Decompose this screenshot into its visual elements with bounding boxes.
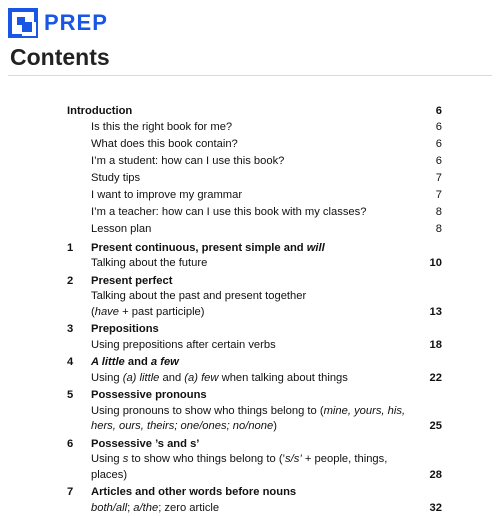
toc-page-number: 7 — [436, 171, 442, 187]
toc-page-number: 10 — [430, 256, 442, 272]
toc-subentry[interactable] — [67, 120, 442, 137]
desc-italic: (a) little — [123, 372, 160, 384]
toc-entry-label: Study tips — [91, 172, 140, 184]
toc-page-number: 13 — [430, 305, 442, 321]
desc-text: + past participle) — [119, 306, 205, 318]
desc-text: Using — [91, 453, 123, 465]
toc-entry-label: I want to improve my grammar — [91, 189, 242, 201]
toc-page-number: 6 — [436, 137, 442, 153]
desc-italic: a/the — [133, 502, 158, 514]
prep-logo-icon — [8, 8, 38, 38]
desc-text: and — [159, 372, 184, 384]
chapter-title: Present perfect — [91, 274, 408, 290]
toc-page-number: 22 — [430, 371, 442, 387]
toc-introduction[interactable] — [67, 104, 442, 120]
brand-header — [8, 8, 108, 38]
chapter-title: Possessive pronouns — [91, 388, 408, 404]
brand-name: PREP — [44, 10, 108, 36]
chapter-title: Articles and other words before nouns — [91, 485, 408, 501]
chapter-title-italic: a few — [151, 356, 179, 368]
toc-chapter-3[interactable] — [67, 322, 442, 353]
chapter-title — [91, 241, 408, 257]
desc-text: ; — [127, 502, 133, 514]
toc-page-number: 32 — [430, 501, 442, 516]
chapter-number: 4 — [67, 355, 87, 371]
chapter-description: Talking about the future — [91, 256, 408, 272]
desc-text: Using — [91, 372, 123, 384]
toc-subentry[interactable] — [67, 222, 442, 239]
toc-entry-label: Is this the right book for me? — [91, 121, 232, 133]
desc-italic: mine, yours, his, hers, ours, theirs; one/ones; no/none — [91, 405, 405, 433]
toc-page-number: 6 — [436, 104, 442, 120]
toc-entry-title: Introduction — [67, 105, 132, 117]
toc-subentry[interactable] — [67, 171, 442, 188]
chapter-title-text: Present continuous, present simple and — [91, 242, 307, 254]
chapter-number: 6 — [67, 437, 87, 453]
chapter-number: 7 — [67, 485, 87, 501]
toc-entry-label: Lesson plan — [91, 223, 151, 235]
toc-page-number: 6 — [436, 154, 442, 170]
chapter-description: Talking about the past and present together — [91, 289, 408, 305]
desc-italic: have — [95, 306, 119, 318]
desc-text: Using pronouns to show who things belong to ( — [91, 405, 324, 417]
chapter-description — [91, 404, 408, 435]
chapter-number: 1 — [67, 241, 87, 257]
toc-subentry[interactable] — [67, 188, 442, 205]
toc-chapter-4[interactable] — [67, 355, 442, 386]
desc-italic: s — [123, 453, 129, 465]
chapter-title — [91, 355, 408, 371]
desc-text: to show who things belong to (’ — [128, 453, 285, 465]
toc-entry-label: I’m a teacher: how can I use this book with my classes? — [91, 206, 366, 218]
toc-page-number: 8 — [436, 205, 442, 221]
desc-italic: (a) few — [184, 372, 218, 384]
chapter-number: 2 — [67, 274, 87, 290]
desc-italic: s/s’ — [285, 453, 302, 465]
toc-subentry[interactable] — [67, 205, 442, 222]
desc-text: ( — [91, 306, 95, 318]
toc-page-number: 25 — [430, 419, 442, 435]
toc-page-number: 7 — [436, 188, 442, 204]
chapter-description — [91, 371, 408, 387]
page-title: Contents — [10, 44, 110, 71]
toc-chapter-7[interactable] — [67, 485, 442, 516]
chapter-title-text: and — [125, 356, 151, 368]
toc-chapter-5[interactable] — [67, 388, 442, 435]
toc-subentry[interactable] — [67, 154, 442, 171]
title-divider — [8, 75, 492, 76]
chapter-number: 5 — [67, 388, 87, 404]
chapter-title-italic: will — [307, 242, 325, 254]
toc-chapter-1[interactable] — [67, 241, 442, 272]
toc-chapter-6[interactable] — [67, 437, 442, 484]
toc-page-number: 8 — [436, 222, 442, 238]
chapter-description-2 — [91, 305, 408, 321]
chapter-description — [91, 501, 408, 516]
table-of-contents — [67, 104, 442, 516]
desc-text: + people, things, places) — [91, 453, 387, 481]
desc-italic: both/all — [91, 502, 127, 514]
toc-page-number: 28 — [430, 468, 442, 484]
chapter-title: Prepositions — [91, 322, 408, 338]
chapter-description: Using prepositions after certain verbs — [91, 338, 408, 354]
toc-entry-label: What does this book contain? — [91, 138, 238, 150]
chapter-title: Possessive ’s and s’ — [91, 437, 408, 453]
chapter-number: 3 — [67, 322, 87, 338]
desc-text: ; zero article — [158, 502, 219, 514]
toc-entry-label: I’m a student: how can I use this book? — [91, 155, 284, 167]
desc-text: ) — [273, 420, 277, 432]
chapter-title-italic: A little — [91, 356, 125, 368]
desc-text: when talking about things — [219, 372, 348, 384]
toc-subentry[interactable] — [67, 137, 442, 154]
toc-page-number: 18 — [430, 338, 442, 354]
toc-chapter-2[interactable] — [67, 274, 442, 321]
toc-page-number: 6 — [436, 120, 442, 136]
chapter-description — [91, 452, 408, 483]
